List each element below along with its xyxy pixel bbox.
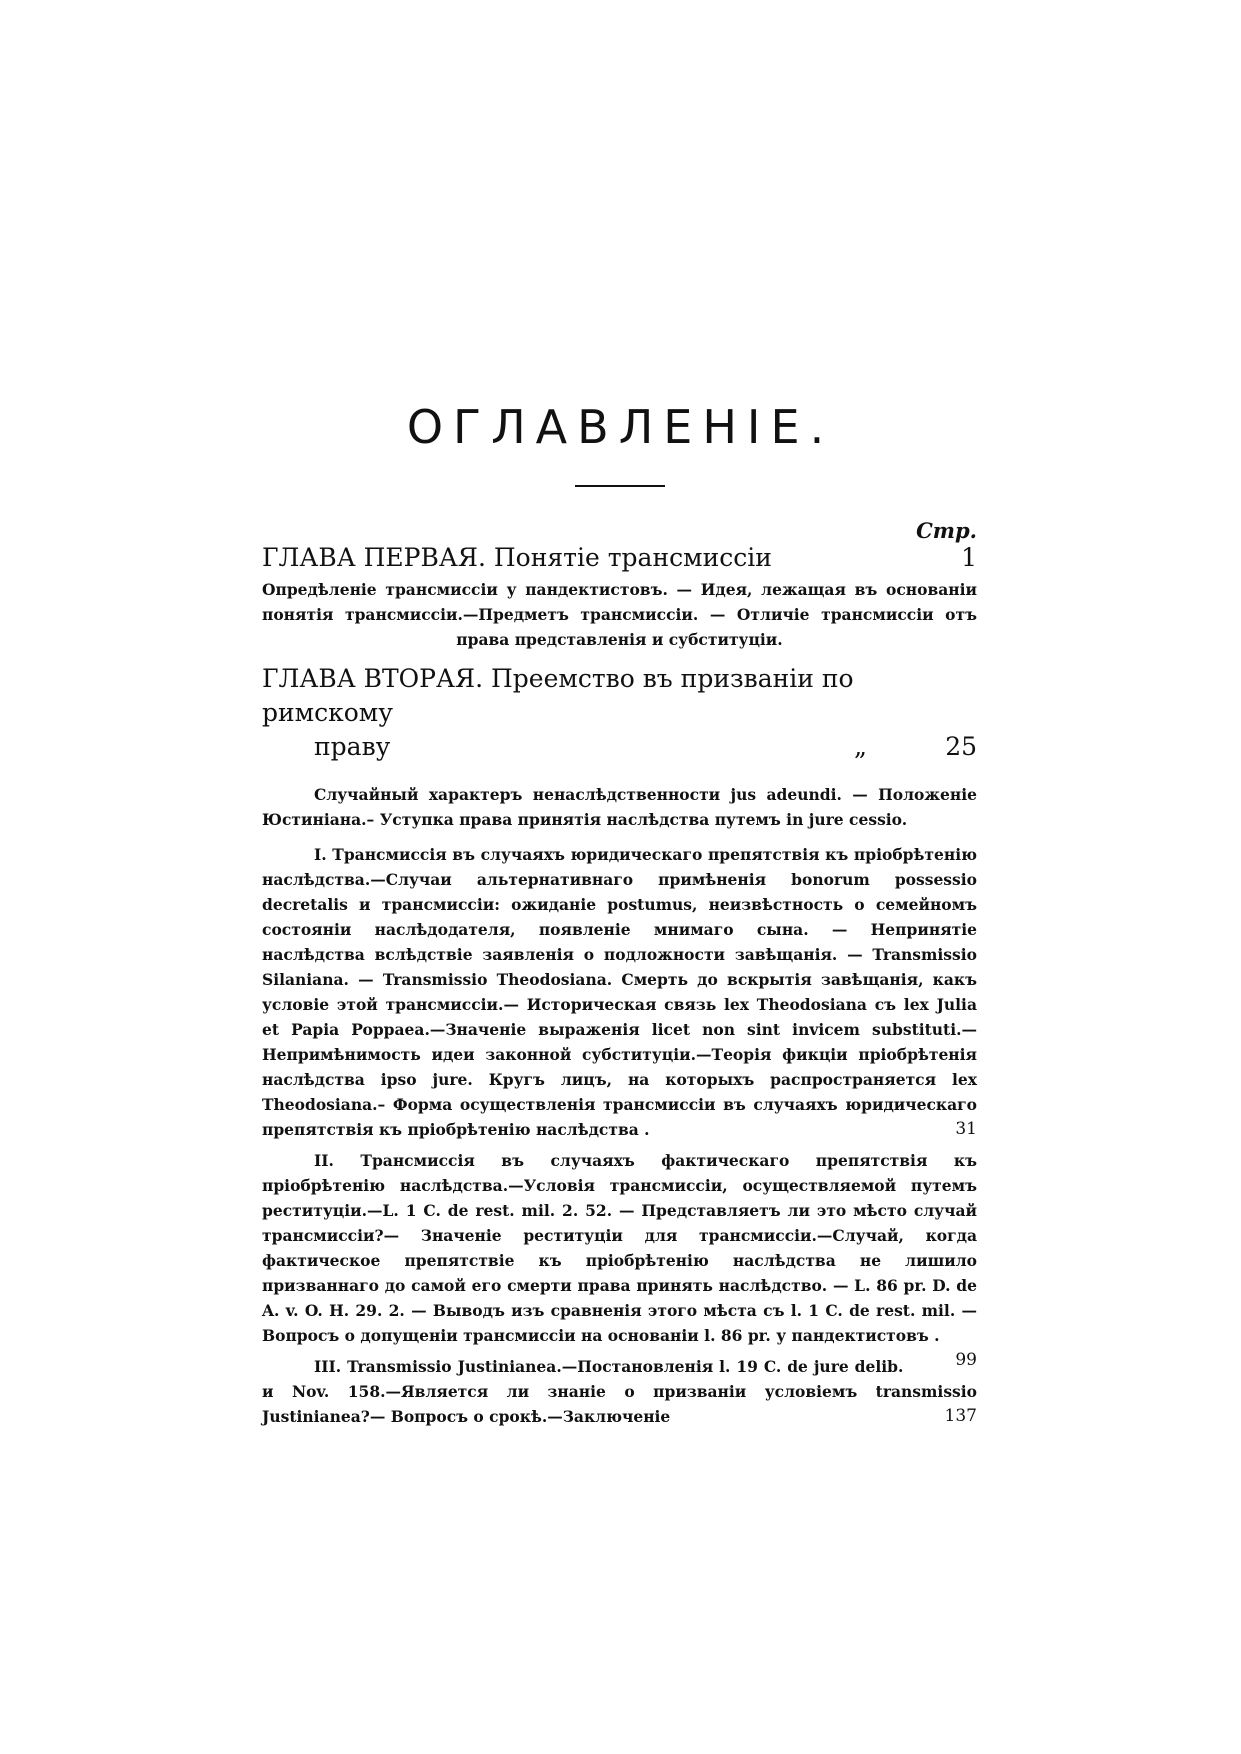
chapter-two (262, 662, 977, 1429)
page-heading: ОГЛАВЛЕНІЕ. (406, 400, 835, 454)
chapter-one-title-line (262, 541, 977, 575)
chapter-one (262, 541, 977, 652)
section-one-text: I. Трансмиссія въ случаяхъ юридическаго препятствія къ пріобрѣтенію наслѣдства.—Случаи альтернативнаго примѣненія bonorum possessio decretalis и трансмиссіи: ожиданіе postumus, неизвѣстность о семейномъ состояніи наслѣдодателя, появленіе мнимаго сына. — Непринятіе наслѣдства вслѣдствіе заявленія о подложности завѣщанія. — Transmissio Silaniana. — Transmissio Theodosiana. Смерть до вскрытія завѣщанія, какъ условіе этой трансмиссіи.— Историческая связь lex Theodosiana съ lex Julia et Papia Poppaea.—Значеніе выраженія licet non sint invicem substituti.—Непримѣнимость идеи законной субституціи.—Теорія фикціи пріобрѣтенія наслѣдства ipso jure. Кругъ лицъ, на которыхъ распространяется lex Theodosiana.– Форма осуществленія трансмиссіи въ случаяхъ юридическаго препятствія къ пріобрѣтенію наслѣдства . (262, 845, 977, 1139)
section-one (262, 842, 977, 1142)
section-one-page: 31 (955, 1119, 977, 1139)
ditto-mark: „ (854, 732, 867, 761)
heading-rule (575, 485, 665, 487)
section-three (262, 1354, 977, 1429)
section-three-text: III. Transmissio Justinianea.—Постановленія l. 19 C. de jure delib. и Nov. 158.—Является ли знаніе о призваніи условіемъ transmissio Justinianea?— Вопросъ о срокѣ.—Заключеніе (262, 1357, 977, 1426)
chapter-two-title-line-2 (262, 730, 977, 764)
section-two-page: 99 (955, 1350, 977, 1370)
page-column-label: Стр. (916, 518, 977, 543)
chapter-one-summary: Опредѣленіе трансмиссіи у пандектистовъ. — Идея, лежащая въ основаніи понятія трансмиссіи.—Предметъ трансмиссіи. — Отличіе трансмиссіи отъ права представленія и субституціи. (262, 580, 977, 649)
chapter-two-title: ГЛАВА ВТОРАЯ. Преемство въ призваніи по римскому (262, 664, 854, 727)
section-three-page: 137 (944, 1406, 977, 1426)
chapter-one-page: 1 (961, 543, 977, 572)
section-two-text: II. Трансмиссія въ случаяхъ фактическаго препятствія къ пріобрѣтенію наслѣдства.—Условія трансмиссіи, осуществляемой путемъ реституціи.—L. 1 C. de rest. mil. 2. 52. — Представляетъ ли это мѣсто случай трансмиссіи?— Значеніе реституціи для трансмиссіи.—Случай, когда фактическое препятствіе къ пріобрѣтенію наслѣдства не лишило призваннаго до самой его смерти права принять наслѣдство. — L. 86 pr. D. de A. v. O. H. 29. 2. — Выводъ изъ сравненія этого мѣста съ l. 1 C. de rest. mil. — Вопросъ о допущеніи трансмиссіи на основаніи l. 86 pr. у пандектистовъ . (262, 1151, 977, 1345)
chapter-two-title-line-1 (262, 662, 977, 730)
chapter-two-title-continued: праву (314, 732, 391, 761)
chapter-two-page: 25 (945, 732, 977, 761)
chapter-one-title: ГЛАВА ПЕРВАЯ. Понятіе трансмиссіи (262, 543, 772, 572)
section-two (262, 1148, 977, 1370)
chapter-two-intro: Случайный характеръ ненаслѣдственности jus adeundi. — Положеніе Юстиніана.– Уступка права принятія наслѣдства путемъ in jure cessio. (262, 785, 977, 829)
